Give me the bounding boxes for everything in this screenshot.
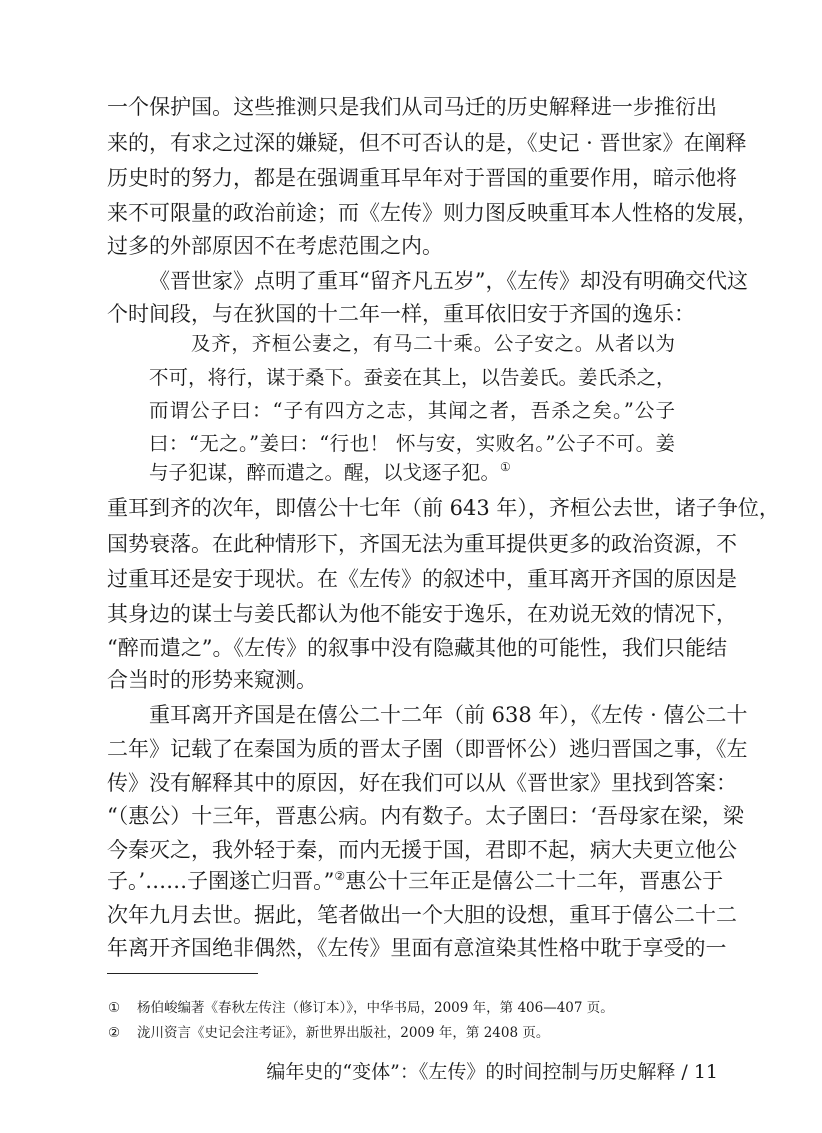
body-line: “（惠公）十三年，晋惠公病。内有数子。太子圉曰：‘吾母家在梁，梁 — [107, 804, 744, 828]
body-line: 重耳到齐的次年，即僖公十七年（前 643 年），齐桓公去世，诸子争位， — [107, 496, 780, 520]
body-line: 次年九月去世。据此，笔者做出一个大胆的设想，重耳于僖公二十二 — [107, 903, 737, 927]
body-line: 今秦灭之，我外轻于秦，而内无援于国，君即不起，病大夫更立他公 — [107, 838, 737, 862]
footnote — [108, 1021, 550, 1045]
body-line: 来不可限量的政治前途；而《左传》则力图反映重耳本人性格的发展， — [107, 201, 758, 225]
body-line: 个时间段，与在狄国的十二年一样，重耳依旧安于齐国的逸乐： — [107, 302, 695, 326]
footnote-ref: ① — [500, 460, 511, 474]
quote-line: 而谓公子曰：“子有四方之志，其闻之者，吾杀之矣。”公子 — [149, 399, 675, 422]
quote-line: 曰：“无之。”姜曰：“行也！ 怀与安，实败名。”公子不可。姜 — [149, 432, 675, 455]
footnote-mark: ① — [108, 1000, 121, 1016]
body-text: 惠公十三年正是僖公二十二年，晋惠公于 — [345, 869, 724, 893]
body-line: 过多的外部原因不在考虑范围之内。 — [107, 234, 443, 258]
running-footer: 编年史的“变体”：《左传》的时间控制与历史解释 / 11 — [266, 1061, 718, 1083]
body-line: 重耳离开齐国是在僖公二十二年（前 638 年），《左传 · 僖公二十 — [149, 703, 748, 727]
footnote-mark: ② — [108, 1025, 121, 1041]
footnote — [108, 996, 614, 1020]
quote-text: 与子犯谋，醉而遣之。醒，以戈逐子犯。 — [149, 461, 501, 484]
body-line: 传》没有解释其中的原因，好在我们可以从《晋世家》里找到答案： — [107, 771, 737, 795]
body-line — [107, 863, 724, 899]
body-text: 子。’……子圉遂亡归晋。” — [107, 869, 335, 893]
footnote-ref: ② — [334, 869, 346, 883]
footnote-text: 泷川资言《史记会注考证》，新世界出版社，2009 年，第 2408 页。 — [137, 1025, 550, 1041]
footnote-divider — [107, 973, 258, 974]
body-line: 二年》记载了在秦国为质的晋太子圉（即晋怀公）逃归晋国之事，《左 — [107, 737, 748, 761]
body-line: “醉而遣之”。《左传》的叙事中没有隐藏其他的可能性，我们只能结 — [107, 636, 727, 660]
body-line: 历史时的努力，都是在强调重耳早年对于晋国的重要作用，暗示他将 — [107, 166, 737, 190]
footnote-text: 杨伯峻编著《春秋左传注（修订本）》，中华书局，2009 年，第 406—407 页。 — [137, 1000, 614, 1016]
quote-line: 及齐，齐桓公妻之，有马二十乘。公子安之。从者以为 — [191, 332, 675, 355]
body-line: 年离开齐国绝非偶然，《左传》里面有意渲染其性格中耽于享受的一 — [107, 936, 727, 960]
body-line: 国势衰落。在此种情形下，齐国无法为重耳提供更多的政治资源，不 — [107, 532, 737, 556]
body-line: 过重耳还是安于现状。在《左传》的叙述中，重耳离开齐国的原因是 — [107, 567, 737, 591]
body-line: 《晋世家》点明了重耳“留齐凡五岁”，《左传》却没有明确交代这 — [149, 269, 748, 293]
quote-line — [149, 456, 675, 490]
body-line: 合当时的形势来窥测。 — [107, 668, 317, 692]
body-line: 来的，有求之过深的嫌疑，但不可否认的是，《史记 · 晋世家》在阐释 — [107, 131, 747, 155]
quote-line: 不可，将行，谋于桑下。蚕妾在其上，以告姜氏。姜氏杀之， — [149, 366, 676, 389]
body-line: 其身边的谋士与姜氏都认为他不能安于逸乐，在劝说无效的情况下， — [107, 602, 737, 626]
body-line: 一个保护国。这些推测只是我们从司马迁的历史解释进一步推衍出 — [107, 95, 717, 119]
